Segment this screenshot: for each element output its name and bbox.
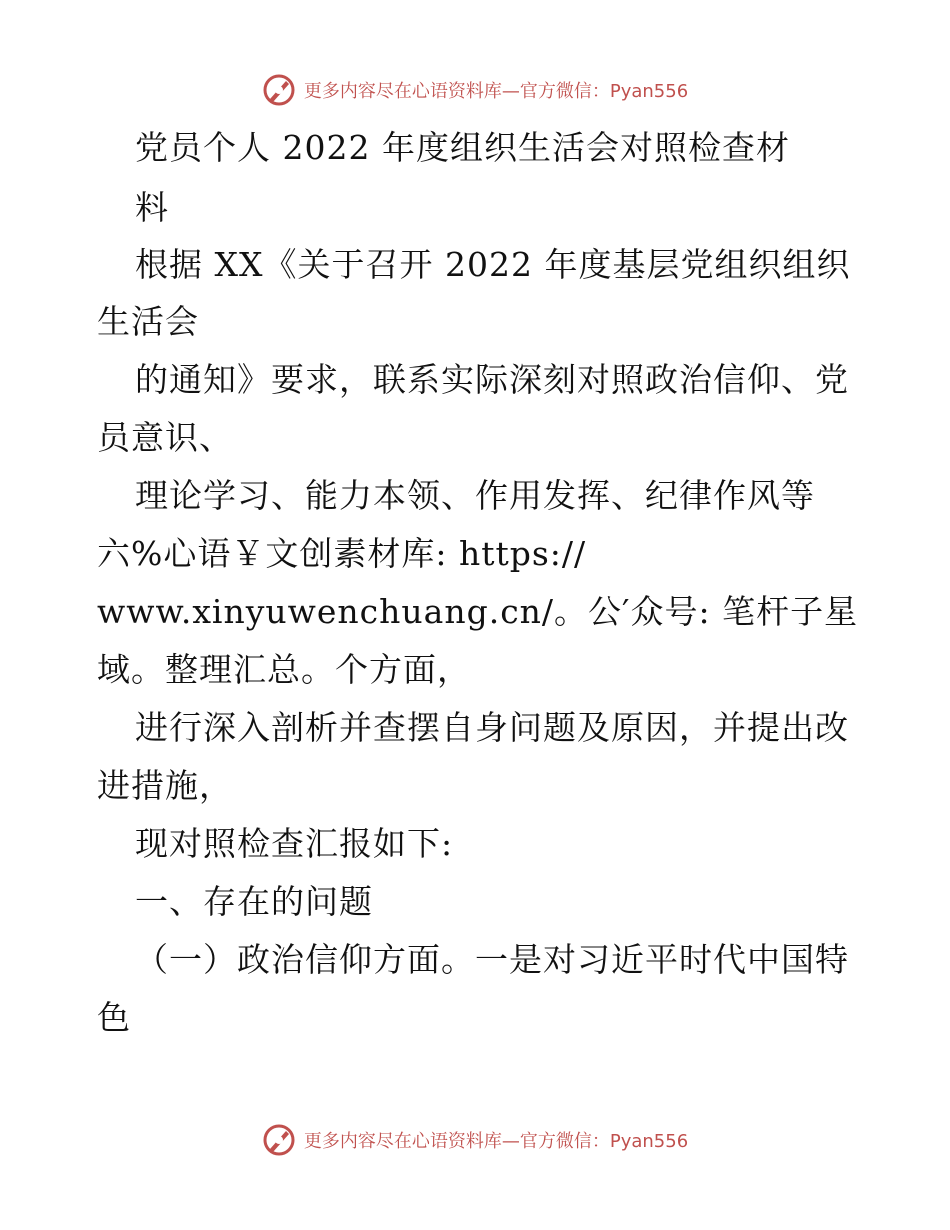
paragraph-line: 现对照检查汇报如下:: [135, 824, 454, 863]
paragraph-line: 员意识、: [97, 418, 233, 457]
pen-seal-logo-icon: [262, 73, 296, 107]
paragraph-line: 进措施，: [97, 766, 233, 805]
paragraph-line: 生活会: [97, 302, 199, 341]
paragraph-line: 六%心语￥文创素材库: https://: [97, 534, 587, 573]
paragraph-line: 理论学习、能力本领、作用发挥、纪律作风等: [135, 476, 815, 515]
paragraph-line: 进行深入剖析并查摆自身问题及原因，并提出改: [135, 708, 849, 747]
footer-watermark-text: 更多内容尽在心语资料库—官方微信：Pyan556: [303, 1131, 689, 1152]
header-watermark: [0, 70, 950, 110]
paragraph-line: 域。整理汇总。个方面，: [97, 650, 471, 689]
paragraph-line: www.xinyuwenchuang.cn/。公′众号: 笔杆子星: [97, 592, 859, 631]
paragraph-line: （一）政治信仰方面。一是对习近平时代中国特: [135, 940, 849, 979]
section-heading: 一、存在的问题: [135, 882, 373, 921]
paragraph-line: 根据 XX《关于召开 2022 年度基层党组织组织: [135, 245, 851, 284]
pen-seal-logo-icon: [262, 1123, 296, 1157]
paragraph-line: 的通知》要求，联系实际深刻对照政治信仰、党: [135, 360, 849, 399]
header-watermark-text: 更多内容尽在心语资料库—官方微信：Pyan556: [303, 81, 689, 102]
document-title-line-2: 料: [135, 188, 169, 227]
paragraph-line: 色: [97, 998, 131, 1037]
footer-watermark: [0, 1120, 950, 1160]
document-title-line-1: 党员个人 2022 年度组织生活会对照检查材: [135, 128, 790, 167]
